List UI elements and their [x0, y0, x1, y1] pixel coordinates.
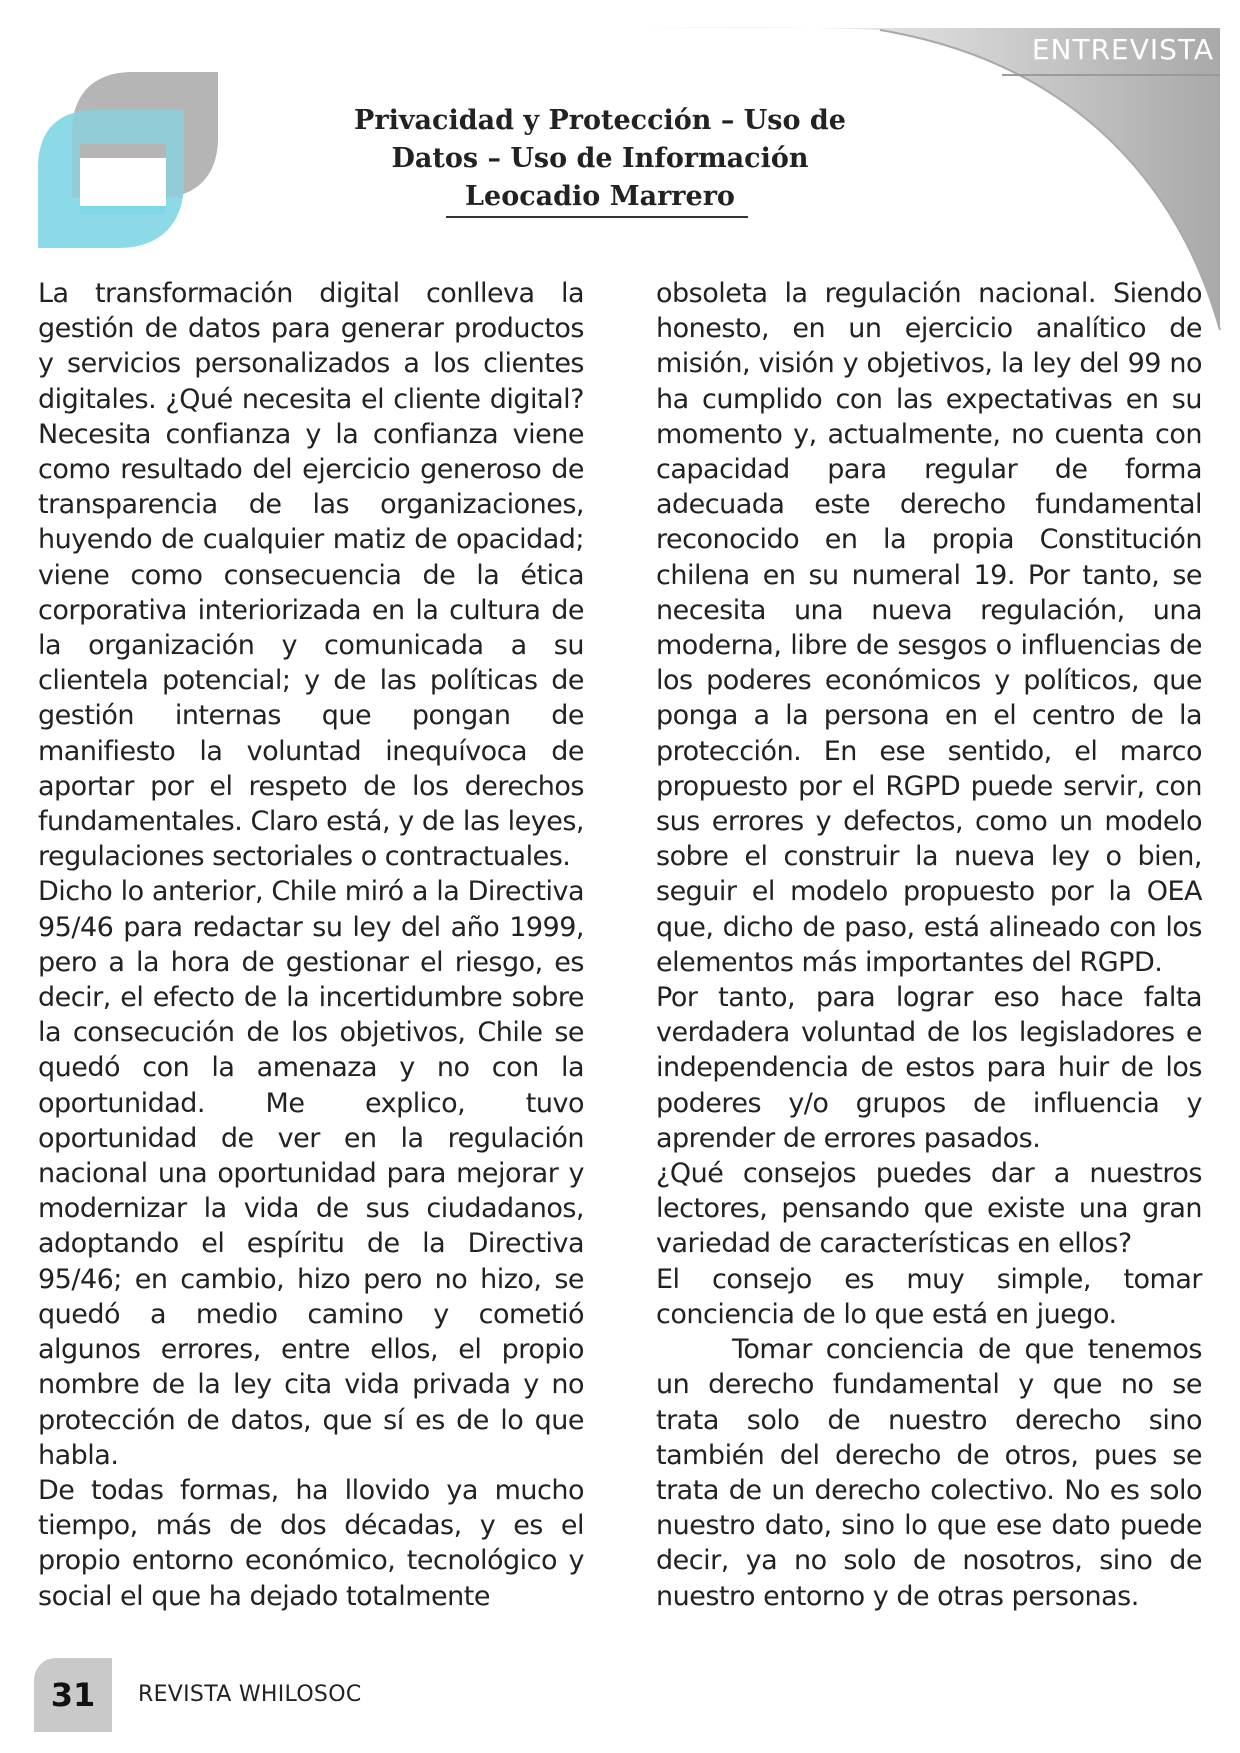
article-column-left — [38, 276, 584, 1614]
article-column-right — [656, 276, 1202, 1614]
paragraph: La transformación digital conlleva la gestión de datos para generar productos y servicios personalizados a los clientes digitales. ¿Qué necesita el cliente digital? Necesita confianza y la confianza viene como resultado del ejercicio generoso de transparencia de las organizaciones, huyendo de cualquier matiz de opacidad; viene como consecuencia de la ética corporativa interiorizada en la cultura de la organización y comunicada a su clientela potencial; y de las políticas de gestión internas que pongan de manifiesto la voluntad inequívoca de aportar por el respeto de los derechos fundamentales. Claro está, y de las leyes, regulaciones sectoriales o contractuales. — [38, 278, 584, 873]
paragraph: De todas formas, ha llovido ya mucho tiempo, más de dos décadas, y es el propio entorno económico, tecnológico y social el que ha dejado totalmente — [38, 1474, 584, 1612]
paragraph: El consejo es muy simple, tomar conciencia de lo que está en juego. — [656, 1263, 1202, 1330]
section-underline — [1002, 74, 1220, 76]
interview-question: ¿Qué consejos puedes dar a nuestros lectores, pensando que existe una gran variedad de características en ellos? — [656, 1158, 1202, 1260]
article-title-block — [300, 102, 900, 216]
magazine-logo-icon — [38, 72, 218, 248]
paragraph: Por tanto, para lograr eso hace falta verdadera voluntad de los legisladores e independencia de estos para huir de los poderes y/o grupos de influencia y aprender de errores pasados. — [656, 982, 1202, 1154]
paragraph: Tomar conciencia de que tenemos un derecho fundamental y que no se trata solo de nuestro derecho sino también del derecho de otros, pues se trata de un derecho colectivo. No es solo nuestro dato, sino lo que ese dato puede decir, ya no solo de nosotros, sino de nuestro entorno y de otras personas. — [656, 1334, 1202, 1612]
title-underline — [446, 216, 748, 218]
section-label: ENTREVISTA — [1031, 33, 1214, 66]
article-author: Leocadio Marrero — [465, 181, 735, 212]
article-title-line-1: Privacidad y Protección – Uso de — [354, 105, 846, 136]
article-title-line-2: Datos – Uso de Información — [391, 143, 809, 174]
paragraph: obsoleta la regulación nacional. Siendo honesto, en un ejercicio analítico de misión, visión y objetivos, la ley del 99 no ha cumplido con las expectativas en su momento y, actualmente, no cuenta con capacidad para regular de forma adecuada este derecho fundamental reconocido en la propia Constitución chilena en su numeral 19. Por tanto, se necesita una nueva regulación, una moderna, libre de sesgos o influencias de los poderes económicos y políticos, que ponga a la persona en el centro de la protección. En ese sentido, el marco propuesto por el RGPD puede servir, con sus errores y defectos, como un modelo sobre el construir la nueva ley o bien, seguir el modelo propuesto por la OEA que, dicho de paso, está alineado con los elementos más importantes del RGPD. — [656, 278, 1202, 978]
page-number: 31 — [34, 1658, 112, 1732]
paragraph: Dicho lo anterior, Chile miró a la Directiva 95/46 para redactar su ley del año 1999, pero a la hora de gestionar el riesgo, es decir, el efecto de la incertidumbre sobre la consecución de los objetivos, Chile se quedó con la amenaza y no con la oportunidad. Me explico, tuvo oportunidad de ver en la regulación nacional una oportunidad para mejorar y modernizar la vida de sus ciudadanos, adoptando el espíritu de la Directiva 95/46; en cambio, hizo pero no hizo, se quedó a medio camino y cometió algunos errores, entre ellos, el propio nombre de la ley cita vida privada y no protección de datos, que sí es de lo que habla. — [38, 876, 584, 1471]
magazine-name: REVISTA WHILOSOC — [138, 1682, 362, 1707]
